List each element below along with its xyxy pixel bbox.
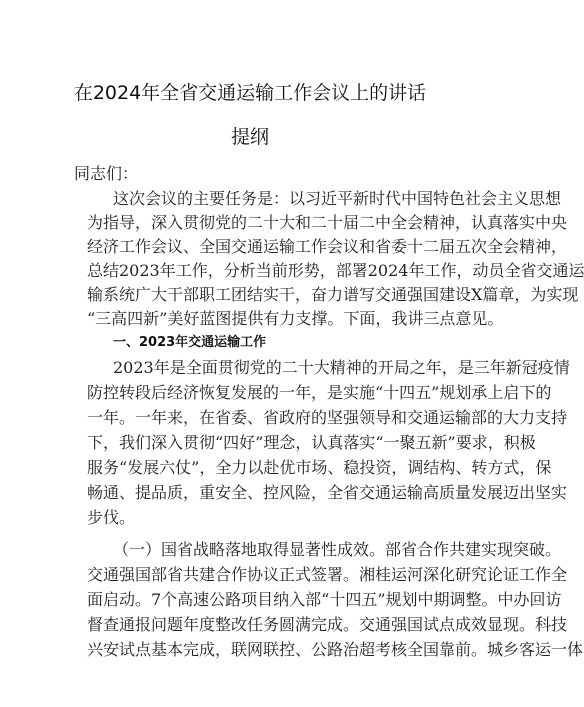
intro-line: 经济工作会议、全国交通运输工作会议和省委十二届五次全会精神， xyxy=(87,237,568,256)
subsection-paragraph-line: 面启动。7个高速公路项目纳入部“十四五”规划中期调整。中办回访 xyxy=(87,590,562,609)
subsection-paragraph-line: 兴安试点基本完成，联网联控、公路治超考核全国靠前。城乡客运一体 xyxy=(87,640,584,659)
section-paragraph-line: 防控转段后经济恢复发展的一年，是实施“十四五”规划承上启下的 xyxy=(87,383,552,402)
subsection-paragraph-line: （一）国省战略落地取得显著性成效。部省合作共建实现突破。 xyxy=(113,540,562,559)
document-subtitle: 提纲 xyxy=(230,126,269,148)
section-paragraph-line: 畅通、提品质，重安全、控风险，全省交通运输高质量发展迈出坚实 xyxy=(87,483,568,502)
intro-line: 总结2023年工作，分析当前形势，部署2024年工作，动员全省交通运 xyxy=(87,261,584,280)
document-title: 在2024年全省交通运输工作会议上的讲话 xyxy=(73,82,427,104)
section-paragraph-line: 一年。一年来，在省委、省政府的坚强领导和交通运输部的大力支持 xyxy=(87,408,568,427)
intro-line: “三高四新”美好蓝图提供有力支撑。下面，我讲三点意见。 xyxy=(87,309,504,328)
section-heading: 一、2023年交通运输工作 xyxy=(113,335,267,350)
intro-line: 输系统广大干部职工团结实干，奋力谱写交通强国建设X篇章，为实现 xyxy=(87,285,579,304)
subsection-paragraph-line: 交通强国部省共建合作协议正式签署。湘桂运河深化研究论证工作全 xyxy=(87,565,568,584)
section-paragraph-line: 服务“发展六仗”，全力以赴优市场、稳投资，调结构、转方式，保 xyxy=(87,458,552,477)
subsection-paragraph-line: 督查通报问题年度整改任务圆满完成。交通强国试点成效显现。科技 xyxy=(87,615,568,634)
intro-line: 这次会议的主要任务是：以习近平新时代中国特色社会主义思想 xyxy=(113,189,562,208)
salutation: 同志们： xyxy=(74,164,139,183)
section-paragraph-line: 2023年是全面贯彻党的二十大精神的开局之年，是三年新冠疫情 xyxy=(113,358,570,377)
section-paragraph-line: 步伐。 xyxy=(87,508,136,527)
section-paragraph-line: 下，我们深入贯彻“四好”理念，认真落实“一聚五新”要求，积极 xyxy=(87,433,536,452)
intro-line: 为指导，深入贯彻党的二十大和二十届二中全会精神，认真落实中央 xyxy=(87,213,568,232)
